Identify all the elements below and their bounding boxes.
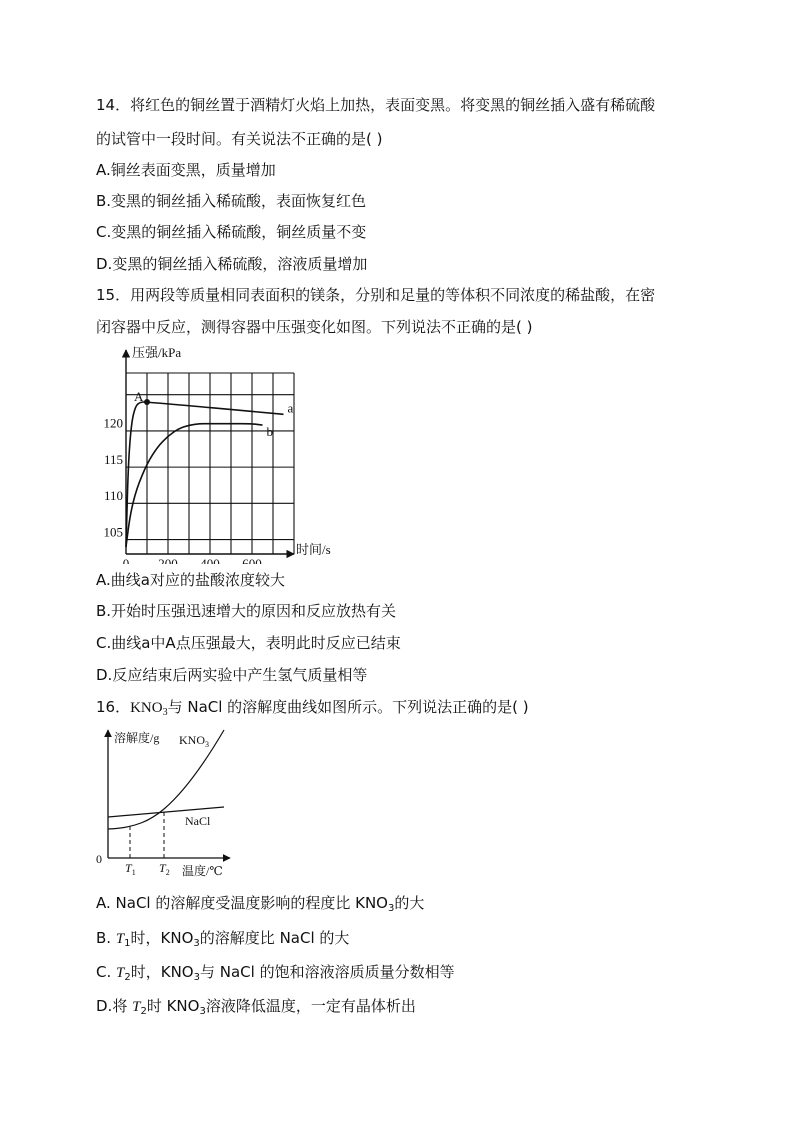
- q16-b-text-2: 的溶解度比 NaCl 的大: [199, 929, 350, 947]
- q15-option-d: D.反应结束后两实验中产生氢气质量相等: [96, 666, 368, 684]
- q15-option-c: C.曲线a中A点压强最大，表明此时反应已结束: [96, 634, 401, 652]
- q15-stem-line-2: 闭容器中反应，测得容器中压强变化如图。下列说法不正确的是( ): [96, 318, 533, 336]
- q14-option-d: D.变黑的铜丝插入稀硫酸，溶液质量增加: [96, 255, 368, 273]
- t1-sub: 1: [131, 868, 136, 877]
- y-tick-label: 115: [103, 451, 123, 467]
- pressure-chart-svg: [96, 342, 356, 564]
- nacl-curve-label: NaCl: [185, 814, 211, 828]
- q16-stem-text: 与 NaCl 的溶解度曲线如图所示。下列说法正确的是( ): [167, 698, 529, 716]
- solubility-chart-svg: [96, 724, 256, 882]
- t2-label: [159, 861, 170, 877]
- pressure-grid: [126, 373, 294, 554]
- q16-a-sub: 3: [388, 903, 395, 914]
- q14-stem-line-1: 14．将红色的铜丝置于酒精灯火焰上加热，表面变黑。将变黑的铜丝插入盛有稀硫酸: [96, 96, 656, 114]
- q16-b-prefix: B.: [96, 929, 116, 947]
- q15-stem-line-1: 15．用两段等质量相同表面积的镁条，分别和足量的等体积不同浓度的稀盐酸，在密: [96, 286, 656, 304]
- y-tick-label: 110: [103, 488, 123, 504]
- pressure-y-label: 压强/kPa: [132, 345, 182, 360]
- solubility-y-label: 溶解度/g: [114, 731, 160, 745]
- point-a-dot: [144, 399, 150, 405]
- x-tick-label: 400: [200, 556, 220, 564]
- x-tick-label: 0: [122, 556, 130, 564]
- q16-stem: [96, 697, 529, 718]
- q16-d-text: 时 KNO: [146, 997, 200, 1015]
- kno3-label-sub: 3: [205, 740, 209, 749]
- q16-c-prefix: C.: [96, 963, 117, 981]
- q16-b-sub: 3: [193, 938, 200, 949]
- x-tick-label: 600: [242, 556, 262, 564]
- y-tick-label: 105: [103, 524, 123, 540]
- q16-b-text: 时，KNO: [130, 929, 194, 947]
- q16-b-tsub: 1: [124, 938, 131, 949]
- q16-c-sub: 3: [193, 972, 200, 983]
- q16-a-text-2: 的大: [394, 894, 425, 912]
- q16-option-d: [96, 996, 416, 1017]
- q14-stem-line-2: 的试管中一段时间。有关说法不正确的是( ): [96, 130, 383, 148]
- q16-kno3: [130, 700, 168, 716]
- t1-label: [125, 861, 136, 877]
- t1-main: T: [125, 861, 132, 875]
- q15-option-b: B.开始时压强迅速增大的原因和反应放热有关: [96, 602, 397, 620]
- q16-d-text-2: 溶液降低温度，一定有晶体析出: [205, 997, 416, 1015]
- q16-c-tsub: 2: [124, 972, 131, 983]
- kno3-label-main: KNO: [179, 733, 205, 747]
- q16-option-a: [96, 893, 424, 913]
- t2-main: T: [159, 861, 166, 875]
- kno3-curve-label: [179, 733, 209, 749]
- q14-option-a: A.铜丝表面变黑，质量增加: [96, 161, 276, 179]
- pressure-chart: [96, 342, 356, 568]
- q16-option-c: [96, 962, 455, 983]
- point-a-label: A: [134, 388, 144, 404]
- solubility-x-label: 温度/℃: [182, 864, 223, 878]
- y-tick-label: 120: [103, 415, 123, 431]
- pressure-x-label: 时间/s: [296, 542, 331, 557]
- q16-c-t: T: [116, 965, 125, 981]
- q16-kno3-sub: 3: [162, 707, 168, 718]
- x-tick-label: 200: [158, 556, 178, 564]
- q16-d-t: T: [132, 999, 141, 1015]
- origin-label: 0: [96, 852, 102, 866]
- q16-d-tsub: 2: [140, 1006, 147, 1017]
- t2-sub: 2: [165, 868, 170, 877]
- solubility-chart: [96, 724, 256, 886]
- curve-label-b: b: [266, 424, 273, 440]
- q16-number: 16．: [96, 698, 131, 716]
- q16-option-b: [96, 928, 349, 949]
- q15-option-a: A.曲线a对应的盐酸浓度较大: [96, 571, 285, 589]
- q16-c-text: 时，KNO: [130, 963, 194, 981]
- q16-c-text-2: 与 NaCl 的饱和溶液溶质质量分数相等: [199, 963, 455, 981]
- q16-kno3-main: KNO: [130, 700, 163, 716]
- q16-d-sub: 3: [199, 1006, 206, 1017]
- q14-option-b: B.变黑的铜丝插入稀硫酸，表面恢复红色: [96, 192, 367, 210]
- curve-label-a: a: [287, 400, 294, 416]
- q16-a-text: A. NaCl 的溶解度受温度影响的程度比 KNO: [96, 894, 388, 912]
- q14-option-c: C.变黑的铜丝插入稀硫酸，铜丝质量不变: [96, 223, 367, 241]
- q16-d-prefix: D.将: [96, 997, 133, 1015]
- q16-b-t: T: [115, 931, 125, 947]
